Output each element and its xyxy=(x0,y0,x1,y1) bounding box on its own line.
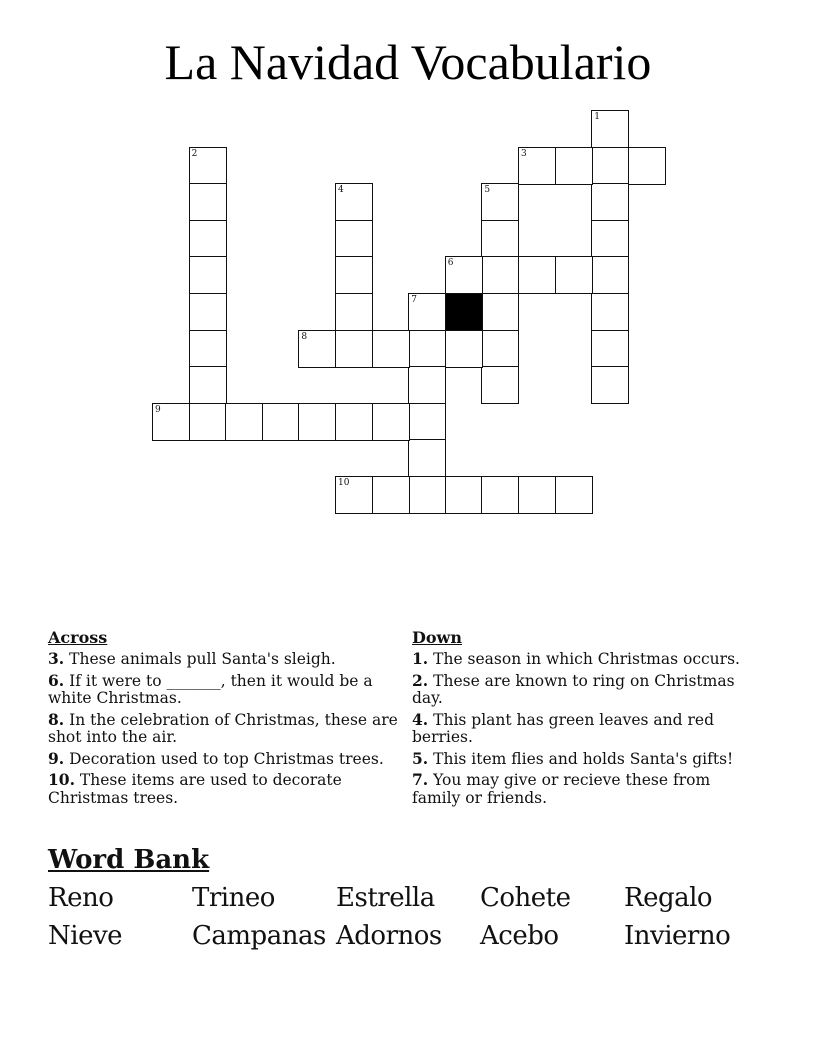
crossword-cell[interactable] xyxy=(189,147,227,185)
crossword-cell[interactable] xyxy=(518,256,556,294)
word-bank-heading: Word Bank xyxy=(48,845,210,875)
clue-number-label: 3 xyxy=(521,148,527,159)
clue-number: 9. xyxy=(48,748,65,768)
clue-number: 4. xyxy=(412,709,429,729)
crossword-cell[interactable] xyxy=(189,366,227,404)
clue-number-label: 10 xyxy=(338,478,350,488)
clue-across-10 xyxy=(48,771,398,807)
page-title: La Navidad Vocabulario xyxy=(164,34,652,90)
crossword-cell[interactable] xyxy=(481,256,519,294)
word-bank-item: Adornos xyxy=(336,921,442,951)
clue-text: This item flies and holds Santa's gifts! xyxy=(433,749,734,768)
crossword-cell[interactable] xyxy=(481,476,519,514)
crossword-cell[interactable] xyxy=(481,293,519,331)
clue-number: 5. xyxy=(412,748,429,768)
clue-down-7 xyxy=(412,771,762,807)
clue-text: These are known to ring on Christmas day. xyxy=(412,671,735,707)
crossword-cell[interactable] xyxy=(189,183,227,221)
clue-across-8 xyxy=(48,711,398,747)
crossword-cell[interactable] xyxy=(591,256,629,294)
crossword-cell[interactable] xyxy=(408,439,446,477)
word-bank-item: Reno xyxy=(48,883,114,913)
across-heading: Across xyxy=(48,628,108,647)
clue-down-5 xyxy=(412,750,762,769)
word-bank-item: Campanas xyxy=(192,921,326,951)
word-bank-item: Acebo xyxy=(480,921,559,951)
clue-number: 7. xyxy=(412,770,429,789)
clue-across-9 xyxy=(48,750,398,769)
clue-number-label: 5 xyxy=(484,185,491,196)
crossword-cell[interactable] xyxy=(481,220,519,258)
crossword-cell[interactable] xyxy=(189,403,227,441)
clue-text: In the celebration of Christmas, these are shot into the air. xyxy=(48,710,398,746)
crossword-cell[interactable] xyxy=(408,366,446,404)
crossword-cell[interactable] xyxy=(335,403,373,441)
clue-text: If it were to _______, then it would be a white Christmas. xyxy=(48,671,373,707)
clue-down-1 xyxy=(412,650,762,669)
crossword-cell[interactable] xyxy=(335,293,373,331)
word-bank-item: Cohete xyxy=(480,883,571,913)
clue-number: 6. xyxy=(48,670,65,690)
word-bank-item: Nieve xyxy=(48,921,123,951)
crossword-cell[interactable] xyxy=(298,403,336,441)
crossword-cell[interactable] xyxy=(408,330,446,368)
crossword-cell[interactable] xyxy=(555,476,593,514)
word-bank-item: Invierno xyxy=(624,921,731,951)
word-bank-item: Estrella xyxy=(336,883,435,913)
clue-number: 10. xyxy=(48,770,75,789)
crossword-cell[interactable] xyxy=(591,330,629,368)
crossword-cell[interactable] xyxy=(445,256,483,294)
word-bank-item: Regalo xyxy=(624,883,713,913)
crossword-cell[interactable] xyxy=(189,256,227,294)
clue-number: 2. xyxy=(412,670,429,690)
crossword-cell[interactable] xyxy=(481,330,519,368)
clue-text: These animals pull Santa's sleigh. xyxy=(69,650,336,668)
crossword-cell[interactable] xyxy=(591,293,629,331)
clue-number-label: 6 xyxy=(447,258,454,269)
clue-number: 8. xyxy=(48,709,65,729)
crossword-cell[interactable] xyxy=(335,256,373,294)
crossword-cell[interactable] xyxy=(335,476,373,514)
down-clues xyxy=(412,628,762,810)
crossword-cell[interactable] xyxy=(555,147,593,185)
clue-number-label: 9 xyxy=(155,404,161,415)
clue-number-label: 4 xyxy=(338,185,344,196)
clue-number-label: 7 xyxy=(411,295,417,305)
clue-down-2 xyxy=(412,672,762,708)
crossword-cell[interactable] xyxy=(408,403,446,441)
clue-text: Decoration used to top Christmas trees. xyxy=(69,749,384,768)
crossword-cell[interactable] xyxy=(372,330,410,368)
clue-number-label: 8 xyxy=(301,331,308,342)
crossword-cell[interactable] xyxy=(591,147,629,185)
crossword-cell[interactable] xyxy=(445,476,483,514)
crossword-cell[interactable] xyxy=(591,110,629,148)
crossword-cell[interactable] xyxy=(481,366,519,404)
crossword-cell[interactable] xyxy=(335,330,373,368)
crossword-cell[interactable] xyxy=(591,366,629,404)
crossword-cell[interactable] xyxy=(189,220,227,258)
clue-number: 1. xyxy=(412,649,429,668)
clue-across-3 xyxy=(48,650,398,669)
word-bank-item: Trineo xyxy=(192,883,275,913)
crossword-cell[interactable] xyxy=(372,403,410,441)
crossword-cell[interactable] xyxy=(445,330,483,368)
clue-text: The season in which Christmas occurs. xyxy=(433,650,740,668)
crossword-cell[interactable] xyxy=(189,330,227,368)
crossword-cell[interactable] xyxy=(555,256,593,294)
crossword-cell[interactable] xyxy=(225,403,263,441)
down-heading: Down xyxy=(412,628,462,647)
word-bank xyxy=(48,882,788,952)
clue-number-label: 1 xyxy=(594,112,600,122)
across-clues xyxy=(48,628,398,810)
clue-number-label: 2 xyxy=(191,148,198,159)
clue-across-6 xyxy=(48,672,398,708)
clue-text: You may give or recieve these from family or friends. xyxy=(412,771,711,807)
crossword-cell[interactable] xyxy=(189,293,227,331)
clue-text: This plant has green leaves and red berries. xyxy=(412,710,714,746)
crossword-cell[interactable] xyxy=(628,147,666,185)
crossword-cell[interactable] xyxy=(481,183,519,221)
crossword-cell[interactable] xyxy=(335,183,373,221)
crossword-cell[interactable] xyxy=(335,220,373,258)
crossword-block xyxy=(445,293,483,331)
crossword-cell[interactable] xyxy=(591,183,629,221)
crossword-cell[interactable] xyxy=(408,476,446,514)
crossword-cell[interactable] xyxy=(518,147,556,185)
clue-number: 3. xyxy=(48,649,65,668)
crossword-cell[interactable] xyxy=(408,293,446,331)
crossword-cell[interactable] xyxy=(372,476,410,514)
crossword-cell[interactable] xyxy=(152,403,190,441)
crossword-cell[interactable] xyxy=(591,220,629,258)
crossword-cell[interactable] xyxy=(298,330,336,368)
crossword-cell[interactable] xyxy=(518,476,556,514)
crossword-cell[interactable] xyxy=(262,403,300,441)
clue-down-4 xyxy=(412,711,762,747)
clue-text: These items are used to decorate Christmas trees. xyxy=(48,771,342,807)
